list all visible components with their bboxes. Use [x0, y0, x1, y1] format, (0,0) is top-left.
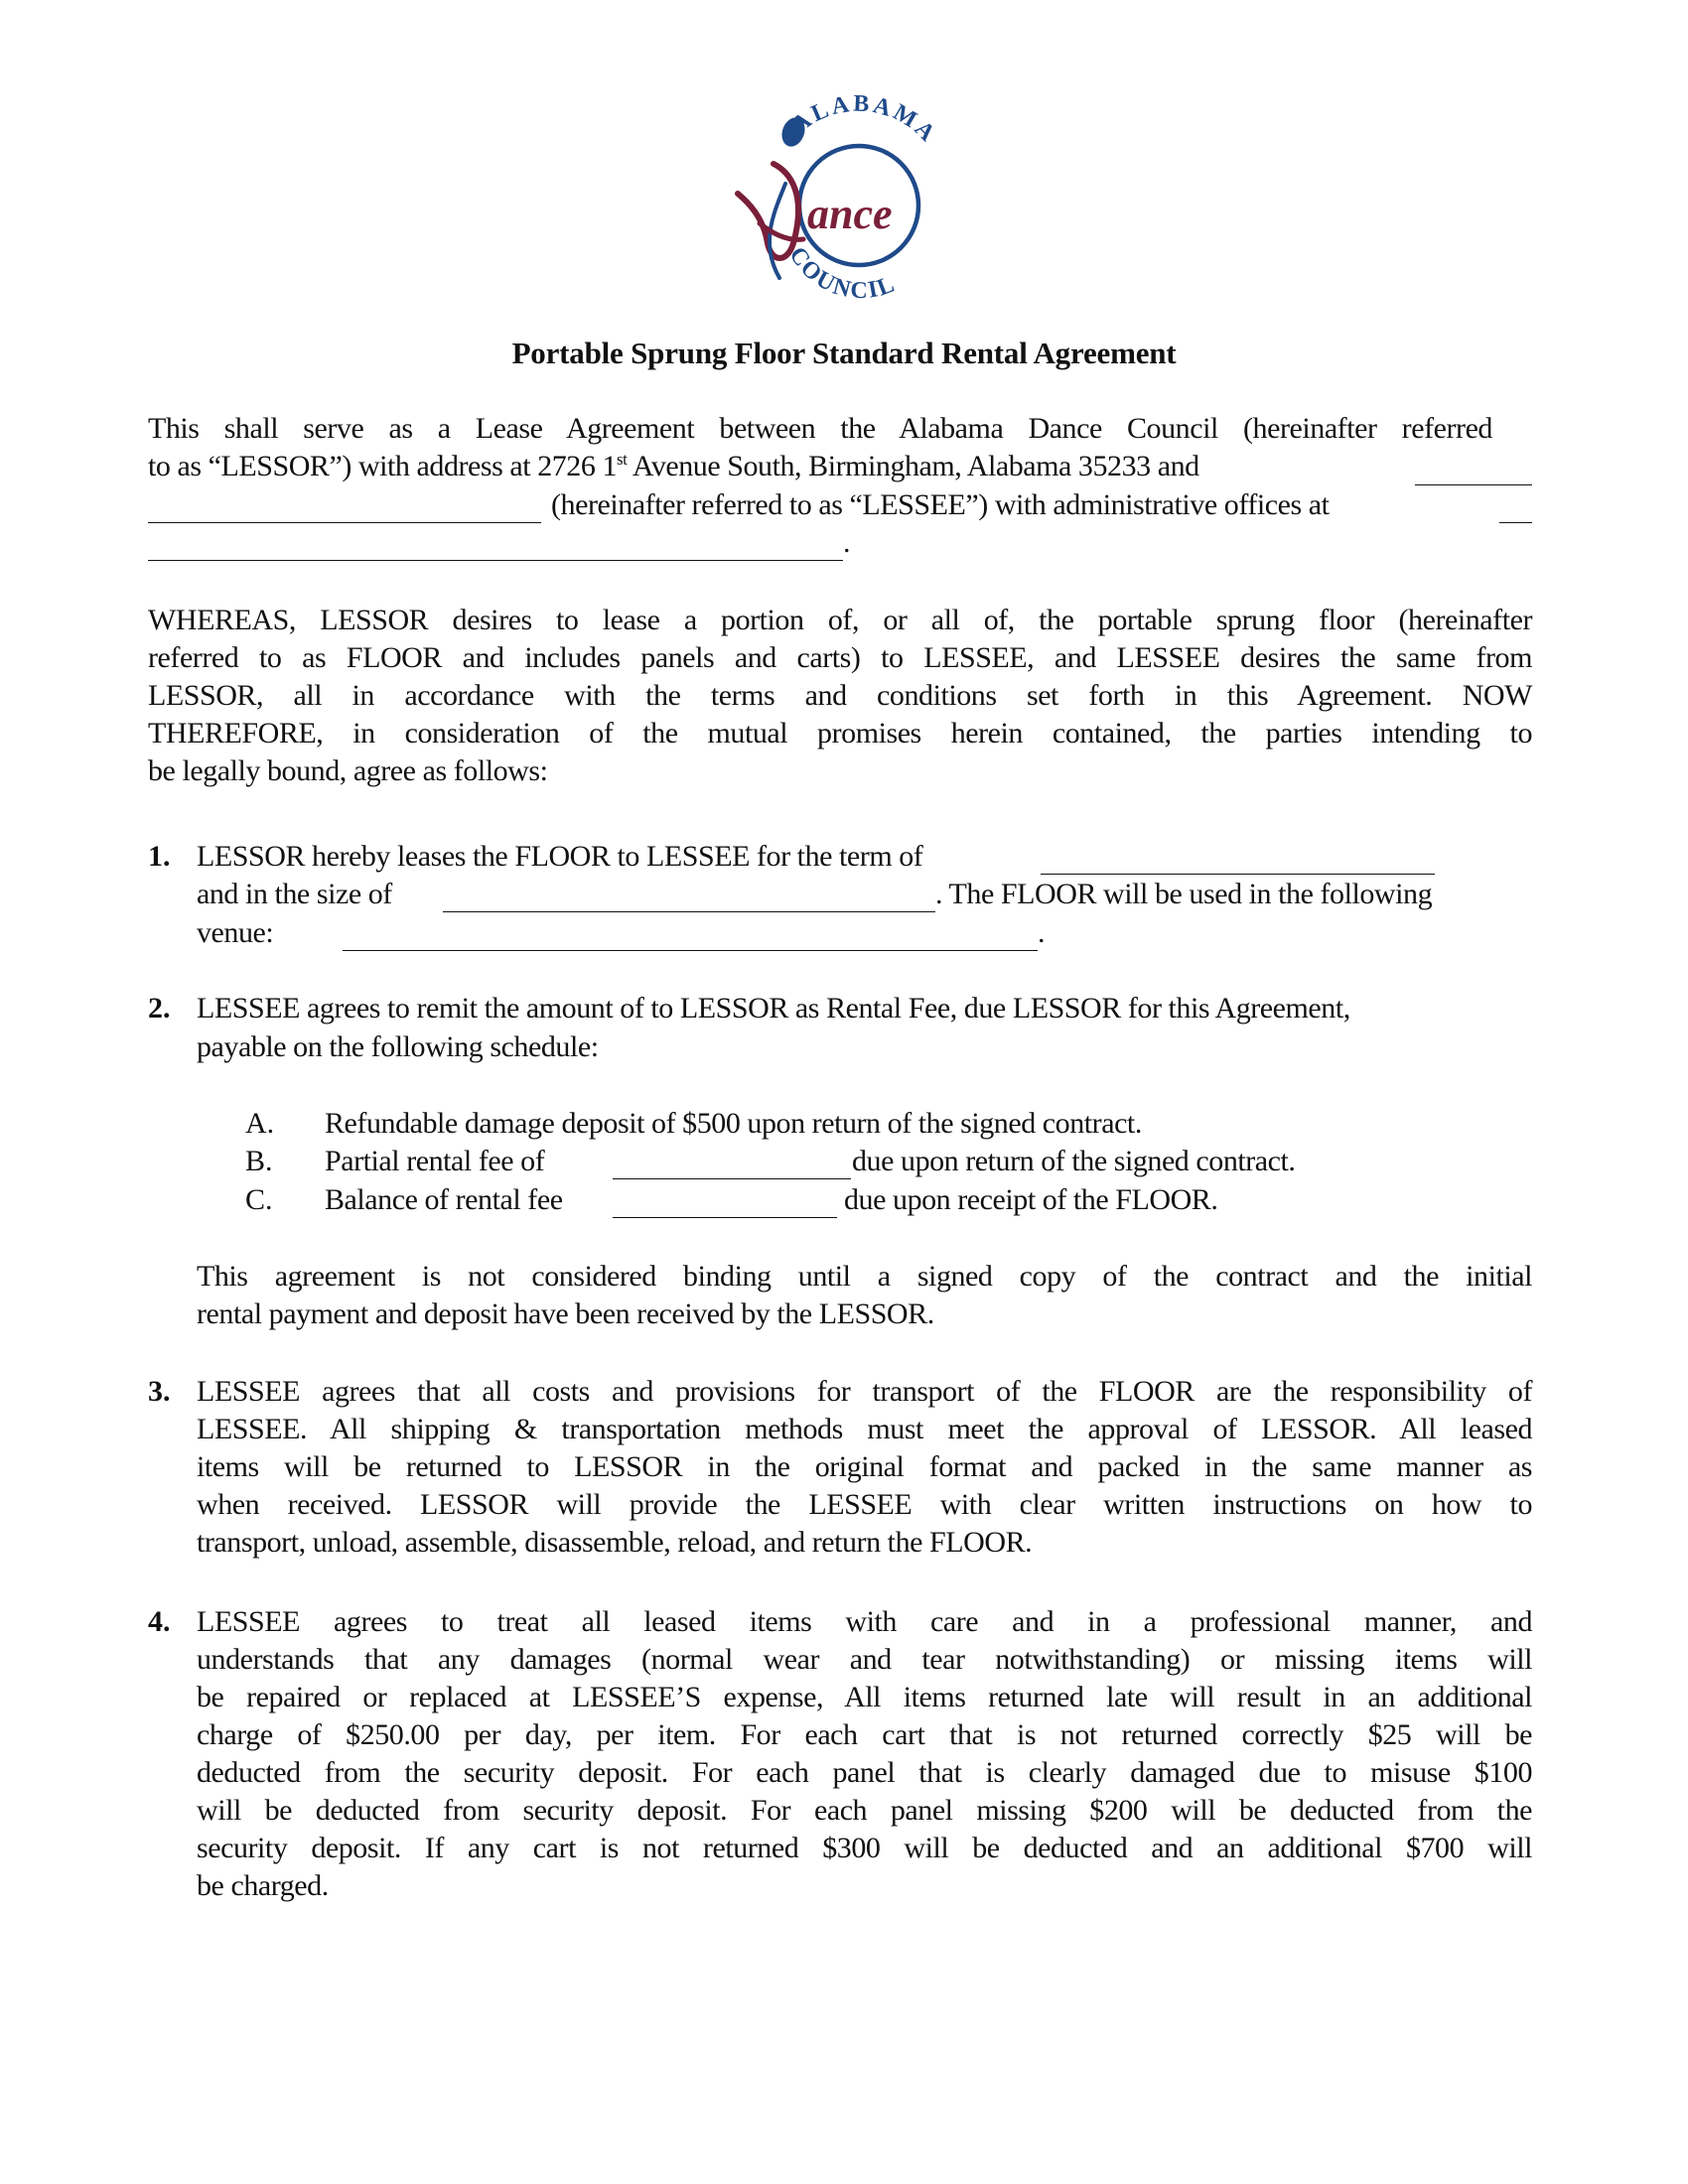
item-4-line: be repaired or replaced at LESSEE’S expense, All items returned late will result in an additional: [197, 1681, 1532, 1713]
item-3-line: when received. LESSOR will provide the LESSEE with clear written instructions on how to: [197, 1488, 1532, 1521]
binding-note-line: This agreement is not considered binding until a signed copy of the contract and the initial: [197, 1260, 1532, 1293]
item-4-paragraph: [197, 1603, 1532, 1905]
schedule-c-text-before: Balance of rental fee: [325, 1183, 563, 1216]
lessee-name-field-start[interactable]: [1415, 459, 1532, 485]
lessee-address-field-start[interactable]: [1499, 496, 1532, 523]
item-3-line: items will be returned to LESSOR in the original format and packed in the same manner as: [197, 1450, 1532, 1483]
item-4-line: understands that any damages (normal wear and tear notwithstanding) or missing items will: [197, 1643, 1532, 1676]
whereas-line: referred to as FLOOR and includes panels and carts) to LESSEE, and LESSEE desires the same from: [148, 641, 1532, 674]
item-4-line: deducted from the security deposit. For each panel that is clearly damaged due to misuse $100: [197, 1756, 1532, 1789]
item-2-number: 2.: [148, 992, 171, 1024]
item-1-number: 1.: [148, 840, 171, 873]
partial-fee-field[interactable]: [613, 1153, 851, 1179]
lessee-address-field[interactable]: [148, 534, 843, 561]
alabama-dance-council-logo: [730, 94, 958, 308]
item-4-line: charge of $250.00 per day, per item. For each cart that is not returned correctly $25 will be: [197, 1718, 1532, 1751]
item-4-line: will be deducted from security deposit. For each panel missing $200 will be deducted from the: [197, 1794, 1532, 1827]
whereas-line: THEREFORE, in consideration of the mutual promises herein contained, the parties intending to: [148, 717, 1532, 750]
item-2-line-2: payable on the following schedule:: [197, 1030, 599, 1063]
binding-note: [197, 1258, 1532, 1333]
whereas-line: be legally bound, agree as follows:: [148, 754, 548, 787]
logo-council-text: COUNCIL: [783, 242, 900, 305]
schedule-a-text: Refundable damage deposit of $500 upon return of the signed contract.: [325, 1107, 1142, 1140]
schedule-b-letter: B.: [245, 1145, 273, 1177]
binding-note-line: rental payment and deposit have been received by the LESSOR.: [197, 1297, 934, 1330]
item-3-line: LESSEE. All shipping & transportation methods must meet the approval of LESSOR. All leased: [197, 1413, 1532, 1445]
whereas-paragraph: [148, 602, 1532, 790]
schedule-c-letter: C.: [245, 1183, 273, 1216]
venue-field[interactable]: [343, 924, 1038, 951]
schedule-c-text-after: due upon receipt of the FLOOR.: [844, 1183, 1218, 1216]
schedule-b-text-after: due upon return of the signed contract.: [852, 1145, 1296, 1177]
intro-line-3: (hereinafter referred to as “LESSEE”) with administrative offices at: [551, 488, 1330, 521]
logo-alabama-text: ALABAMA: [786, 94, 942, 149]
item-3-paragraph: [197, 1373, 1532, 1562]
balance-fee-field[interactable]: [613, 1191, 837, 1218]
intro-line-2: to as “LESSOR”) with address at 2726 1st Avenue South, Birmingham, Alabama 35233 and: [148, 450, 1199, 482]
item-3-line: transport, unload, assemble, disassemble, reload, and return the FLOOR.: [197, 1526, 1033, 1559]
item-1-line-2b: . The FLOOR will be used in the following: [935, 878, 1433, 910]
whereas-line: WHEREAS, LESSOR desires to lease a portion of, or all of, the portable sprung floor (hereinafter: [148, 604, 1532, 636]
item-3-number: 3.: [148, 1375, 171, 1408]
schedule-a-letter: A.: [245, 1107, 275, 1140]
item-1-line-2a: and in the size of: [197, 878, 392, 910]
item-1-line-1: LESSOR hereby leases the FLOOR to LESSEE for the term of: [197, 840, 923, 873]
item-1-line-3a: venue:: [197, 916, 274, 949]
item-4-number: 4.: [148, 1605, 171, 1638]
intro-line-1: This shall serve as a Lease Agreement between the Alabama Dance Council (hereinafter referred: [148, 412, 1492, 445]
item-1-line-3b: .: [1038, 916, 1046, 949]
term-field[interactable]: [1041, 848, 1435, 875]
item-3-line: LESSEE agrees that all costs and provisions for transport of the FLOOR are the responsibility of: [197, 1375, 1532, 1408]
item-2-line-1: LESSEE agrees to remit the amount of to LESSOR as Rental Fee, due LESSOR for this Agreement,: [197, 992, 1350, 1024]
whereas-line: LESSOR, all in accordance with the terms and conditions set forth in this Agreement. NOW: [148, 679, 1532, 712]
floor-size-field[interactable]: [443, 886, 935, 912]
item-4-line: be charged.: [197, 1869, 329, 1902]
page-title: Portable Sprung Floor Standard Rental Agreement: [511, 336, 1177, 370]
intro-line-4-period: .: [843, 526, 851, 559]
logo-script-text: ance: [807, 190, 893, 238]
item-4-line: LESSEE agrees to treat all leased items with care and in a professional manner, and: [197, 1605, 1532, 1638]
item-4-line: security deposit. If any cart is not returned $300 will be deducted and an additional $700 will: [197, 1832, 1532, 1864]
schedule-b-text-before: Partial rental fee of: [325, 1145, 545, 1177]
lessee-name-field[interactable]: [148, 496, 541, 523]
